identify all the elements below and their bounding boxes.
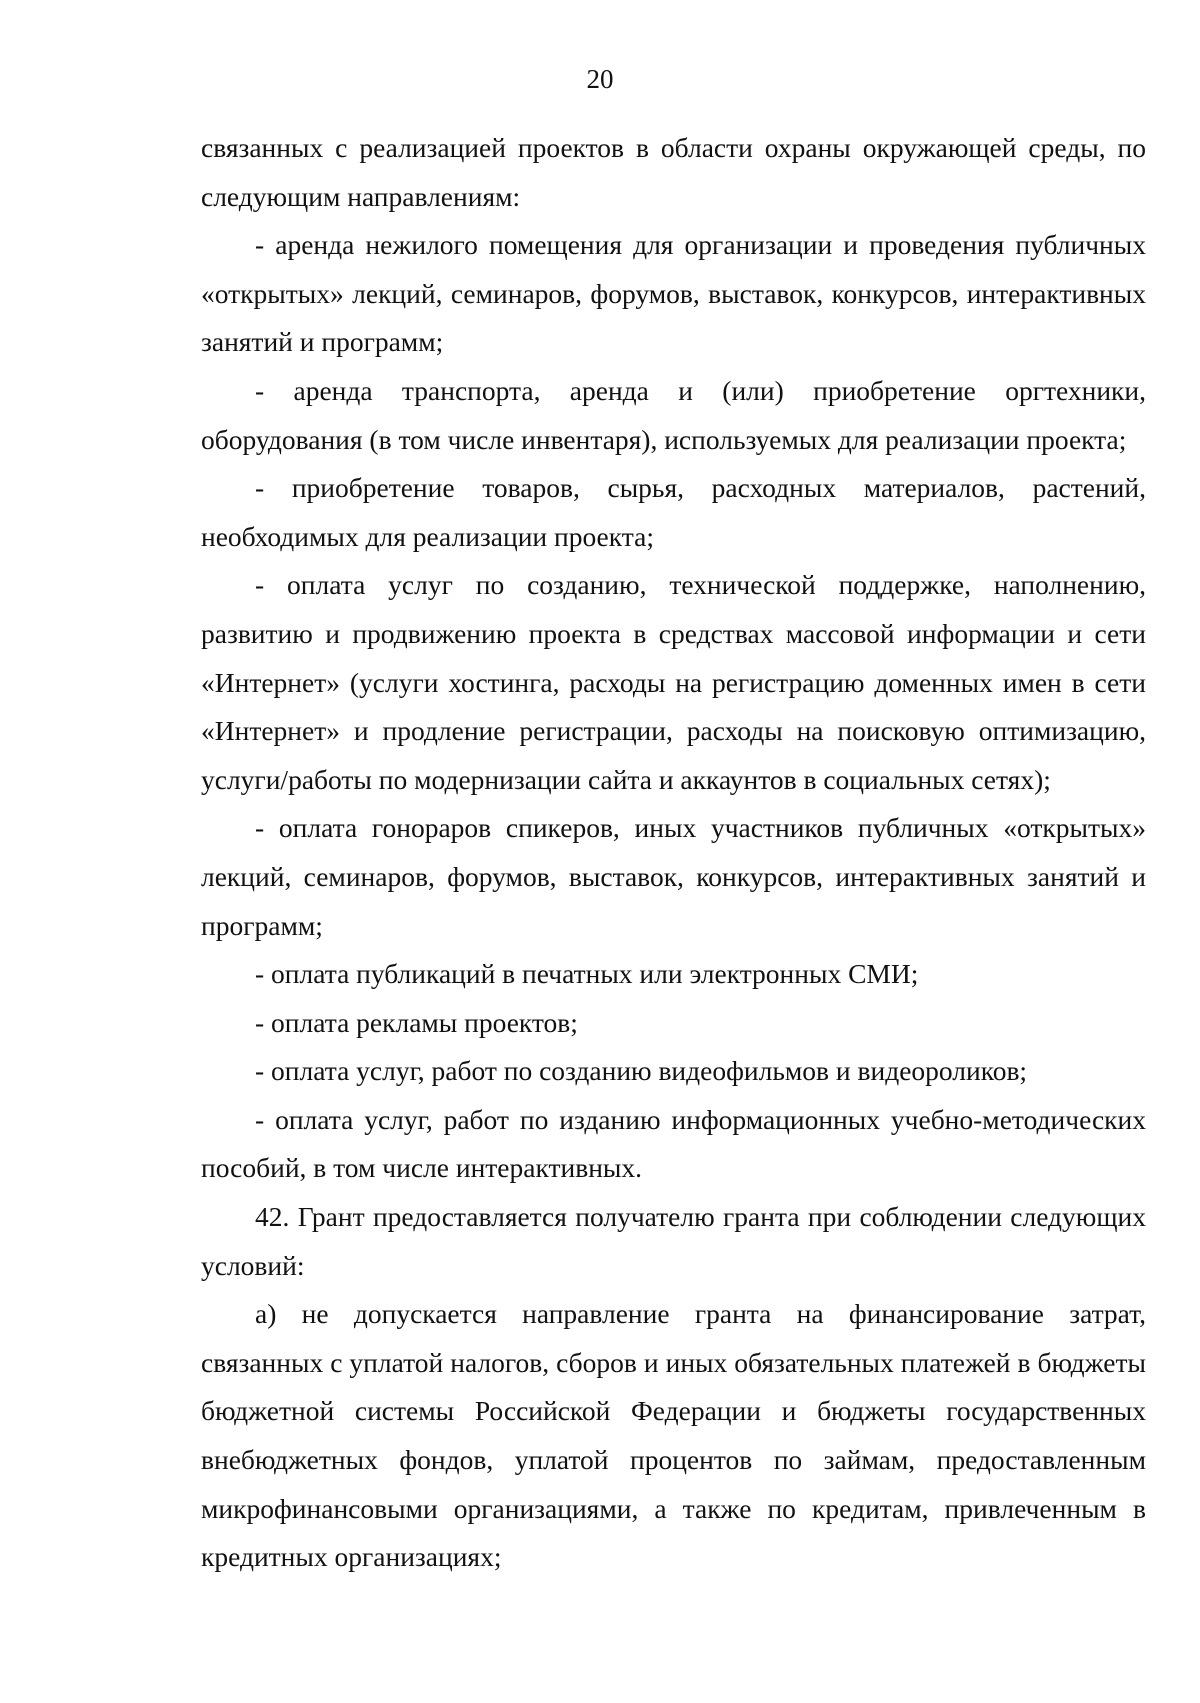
list-item-rent-premises: - аренда нежилого помещения для организации и проведения публичных «открытых» лекций, семинаров, форумов, выставок, конкурсов, интерактивных занятий и программ;: [201, 229, 1146, 358]
list-item-video-production: - оплата услуг, работ по созданию видеофильмов и видеороликов;: [255, 1055, 1028, 1087]
subclause-a: а) не допускается направление гранта на финансирование затрат, связанных с уплатой налогов, сборов и иных обязательных платежей в бюджеты бюджетной системы Российской Федерации и бюджеты государственных внебюджетных фондов, уплатой процентов по займам, предоставленным микрофинансовыми организациями, а также по кредитам, привлеченным в кредитных организациях;: [201, 1298, 1146, 1573]
document-body: [201, 124, 1146, 1582]
list-item-educational-materials: - оплата услуг, работ по изданию информационных учебно-методических пособий, в том числе интерактивных.: [201, 1103, 1146, 1184]
list-item-advertising: - оплата рекламы проектов;: [255, 1006, 578, 1038]
list-item-speaker-fees: - оплата гонораров спикеров, иных участников публичных «открытых» лекций, семинаров, форумов, выставок, конкурсов, интерактивных занятий и программ;: [201, 812, 1146, 941]
paragraph-continuation: связанных с реализацией проектов в области охраны окружающей среды, по следующим направлениям:: [201, 132, 1146, 212]
page-number: 20: [586, 64, 614, 94]
clause-42: 42. Грант предоставляется получателю гранта при соблюдении следующих условий:: [201, 1201, 1146, 1281]
list-item-internet-services: - оплата услуг по созданию, технической поддержке, наполнению, развитию и продвижению проекта в средствах массовой информации и сети «Интернет» (услуги хостинга, расходы на регистрацию доменных имен в сети «Интернет» и продление регистрации, расходы на поисковую оптимизацию, услуги/работы по модернизации сайта и аккаунтов в социальных сетях);: [201, 569, 1146, 795]
list-item-media-publications: - оплата публикаций в печатных или электронных СМИ;: [255, 958, 919, 990]
list-item-rent-transport: - аренда транспорта, аренда и (или) приобретение оргтехники, оборудования (в том числе инвентаря), используемых для реализации проекта;: [201, 374, 1146, 455]
list-item-purchase-goods: - приобретение товаров, сырья, расходных материалов, растений, необходимых для реализации проекта;: [201, 472, 1146, 552]
